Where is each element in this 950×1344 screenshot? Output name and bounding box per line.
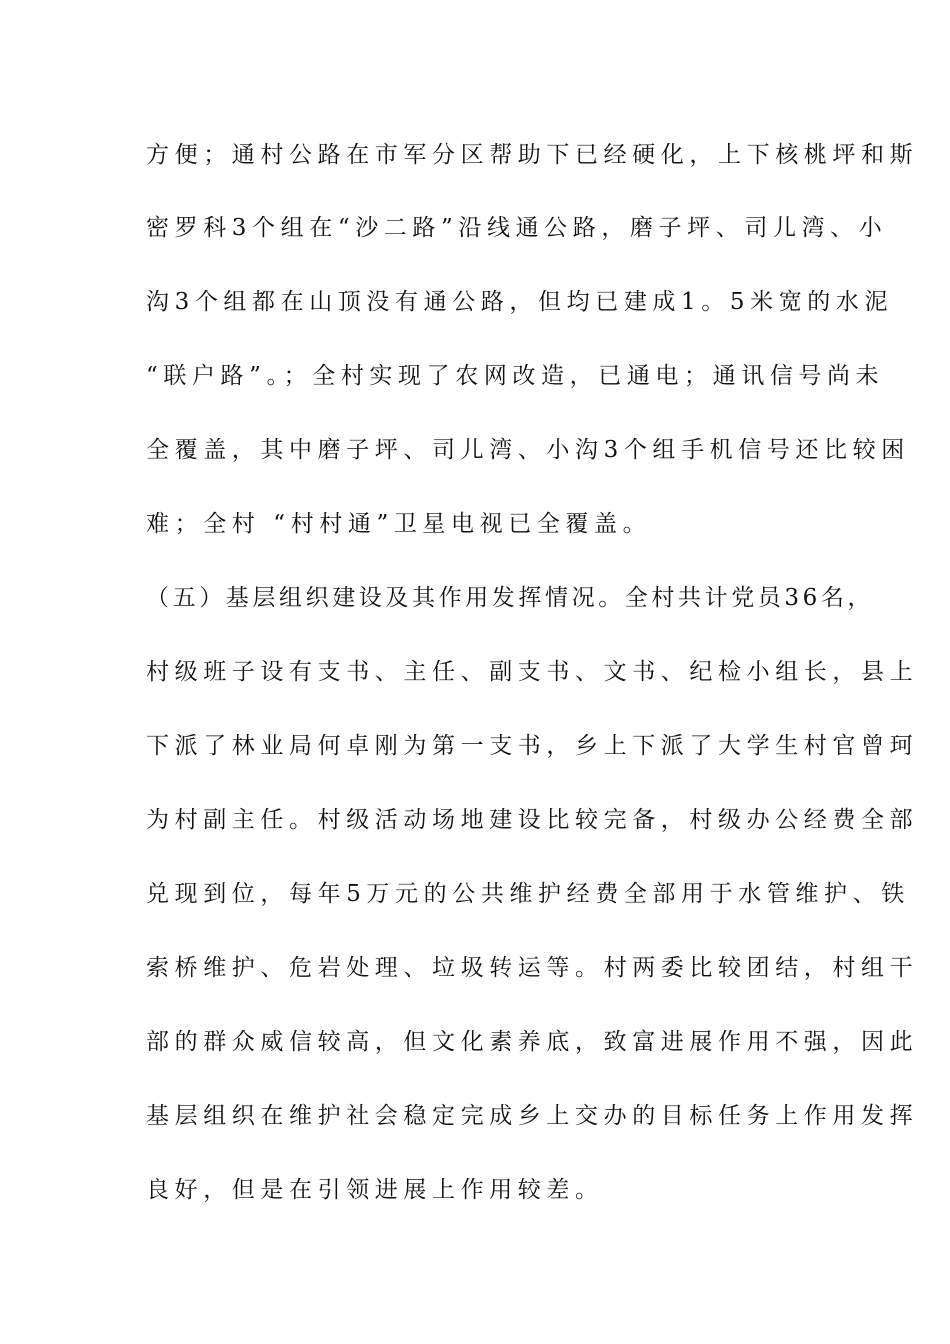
text-line: 方便；通村公路在市军分区帮助下已经硬化，上下核桃坪和斯 bbox=[146, 142, 919, 168]
text-line: “联户路”。；全村实现了农网改造，已通电；通讯信号尚未 bbox=[146, 363, 885, 389]
text-line: 基层组织在维护社会稳定完成乡上交办的目标任务上作用发挥 bbox=[146, 1103, 919, 1129]
text-line: 良好，但是在引领进展上作用较差。 bbox=[146, 1177, 604, 1203]
text-line: 村级班子设有支书、主任、副支书、文书、纪检小组长，县上 bbox=[146, 659, 919, 685]
text-line: 为村副主任。村级活动场地建设比较完备，村级办公经费全部 bbox=[146, 807, 919, 833]
text-line: 密罗科3个组在“沙二路”沿线通公路，磨子坪、司儿湾、小 bbox=[146, 215, 888, 241]
text-line: 部的群众威信较高，但文化素养底，致富进展作用不强，因此 bbox=[146, 1029, 919, 1055]
text-line: 沟3个组都在山顶没有通公路，但均已建成1。5米宽的水泥 bbox=[146, 289, 894, 315]
text-line: 索桥维护、危岩处理、垃圾转运等。村两委比较团结，村组干 bbox=[146, 955, 919, 981]
text-line: 下派了林业局何卓刚为第一支书，乡上下派了大学生村官曾珂 bbox=[146, 733, 919, 759]
text-line: 难；全村 “村村通”卫星电视已全覆盖。 bbox=[146, 511, 652, 537]
text-line: 全覆盖，其中磨子坪、司儿湾、小沟3个组手机信号还比较困 bbox=[146, 437, 910, 463]
section-heading-line: （五）基层组织建设及其作用发挥情况。全村共计党员36名， bbox=[146, 585, 875, 611]
text-line: 兑现到位，每年5万元的公共维护经费全部用于水管维护、铁 bbox=[146, 881, 910, 907]
